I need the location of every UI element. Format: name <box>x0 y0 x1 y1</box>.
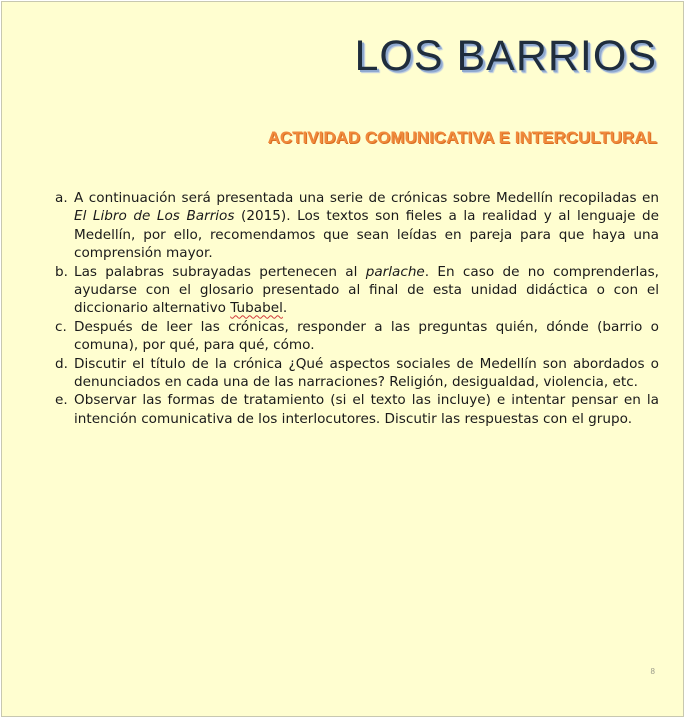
list-item-text: Observar las formas de tratamiento (si el texto las incluye) e intentar pensar en la intención comunicativa de los interlocutores. Discutir las respuestas con el grupo. <box>74 392 659 427</box>
emphasized-term: parlache <box>365 263 425 280</box>
list-marker: a. <box>55 190 68 206</box>
list-item <box>42 391 659 428</box>
list-marker: d. <box>55 355 68 372</box>
text-run: (2015). Los textos son fieles a la realidad y al lenguaje de Medellín, por ello, recomendamos que sean leídas en pareja para que haya una comprensión mayor. <box>74 208 659 262</box>
page-title: LOS BARRIOS <box>354 32 657 80</box>
activity-list <box>42 189 659 428</box>
list-item-text: Discutir el título de la crónica ¿Qué aspectos sociales de Medellín son abordados o denunciados en cada una de las narraciones? Religión, desigualdad, violencia, etc. <box>74 355 659 391</box>
list-item <box>42 189 659 263</box>
page-number: 8 <box>650 667 655 676</box>
page-subtitle: ACTIVIDAD COMUNICATIVA E INTERCULTURAL <box>267 128 657 147</box>
list-marker: e. <box>55 392 68 409</box>
list-item-text <box>74 190 659 261</box>
text-run: Las palabras subrayadas pertenecen al <box>74 263 366 280</box>
list-marker: c. <box>55 318 67 335</box>
list-marker: b. <box>55 263 68 280</box>
list-item <box>42 263 659 318</box>
list-item-text: Después de leer las crónicas, responder a las preguntas quién, dónde (barrio o comuna), por qué, para qué, cómo. <box>74 318 659 354</box>
document-page <box>1 1 684 717</box>
text-run: A continuación será presentada una serie de crónicas sobre Medellín recopiladas en <box>74 190 659 206</box>
text-run: . <box>282 300 288 317</box>
list-item-text <box>74 264 659 317</box>
spellcheck-underlined-word: Tubabel <box>230 300 283 317</box>
list-item <box>42 318 659 355</box>
text-run: . En caso de no comprenderlas, ayudarse con el glosario presentado al final de esta unidad didáctica o con el diccionario alternativo <box>74 263 659 317</box>
list-item <box>42 355 659 392</box>
book-title: El Libro de Los Barrios <box>74 208 235 225</box>
